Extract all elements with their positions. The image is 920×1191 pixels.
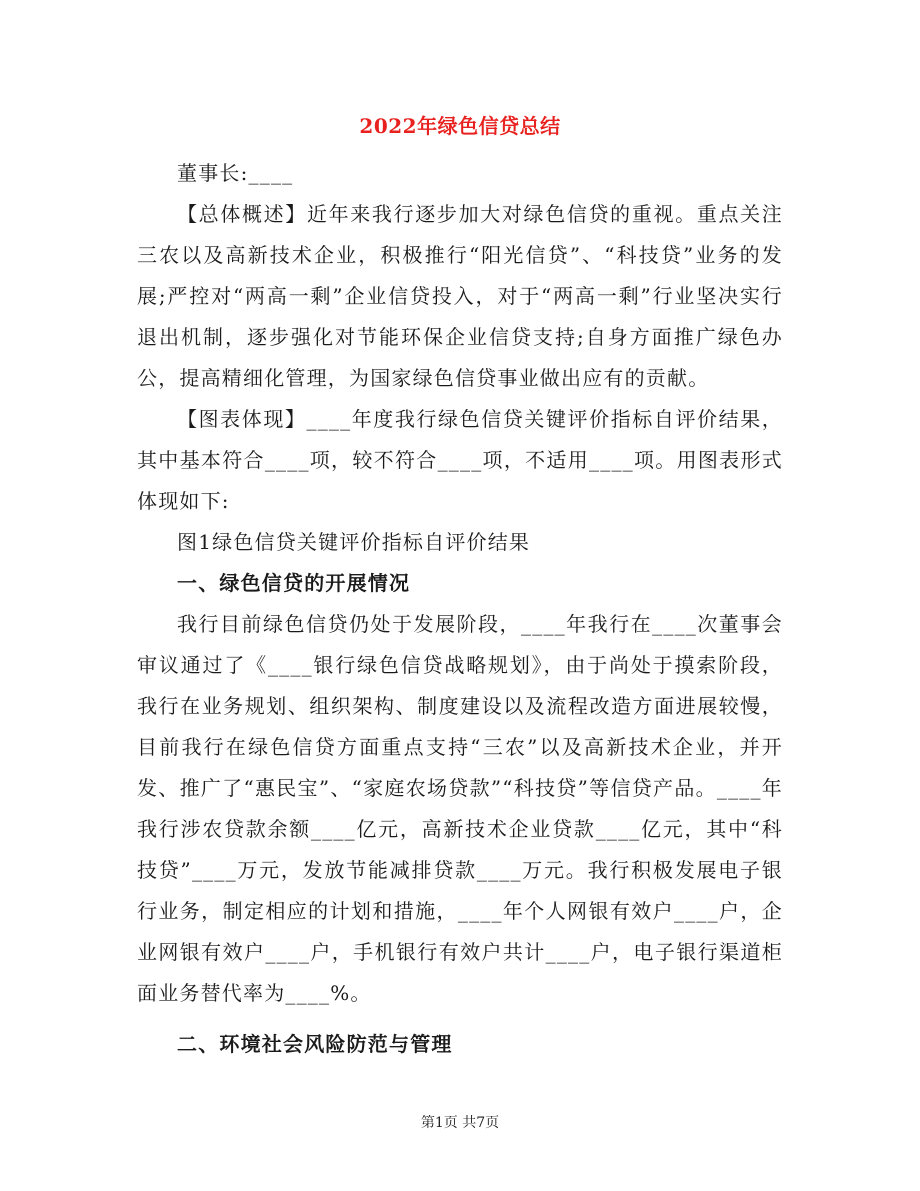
- document-body: [137, 153, 783, 1065]
- section-heading-1: 一、绿色信贷的开展情况: [177, 571, 411, 595]
- figure-caption: 图1绿色信贷关键评价指标自评价结果: [177, 530, 531, 554]
- section-heading-2: 二、环境社会风险防范与管理: [177, 1032, 453, 1056]
- section-1-paragraph: 我行目前绿色信贷仍处于发展阶段，____年我行在____次董事会审议通过了《____银行绿色信贷战略规划》，由于尚处于摸索阶段，我行在业务规划、组织架构、制度建设以及流程改造方面进展较慢，目前我行在绿色信贷方面重点支持“三农”以及高新技术企业，并开发、推广了“惠民宝”、“家庭农场贷款”“科技贷”等信贷产品。____年我行涉农贷款余额____亿元，高新技术企业贷款____亿元，其中“科技贷”____万元，发放节能减排贷款____万元。我行积极发展电子银行业务，制定相应的计划和措施，____年个人网银有效户____户，企业网银有效户____户，手机银行有效户共计____户，电子银行渠道柜面业务替代率为____%。: [137, 612, 783, 1005]
- salutation: 董事长:____: [177, 161, 294, 185]
- document-title: 2022年绿色信贷总结: [359, 114, 561, 138]
- page-footer: 第1页 共7页: [420, 1115, 500, 1131]
- overview-paragraph: 【总体概述】近年来我行逐步加大对绿色信贷的重视。重点关注三农以及高新技术企业，积极推行“阳光信贷”、“科技贷”业务的发展;严控对“两高一剩”企业信贷投入，对于“两高一剩”行业坚决实行退出机制，逐步强化对节能环保企业信贷支持;自身方面推广绿色办公，提高精细化管理，为国家绿色信贷事业做出应有的贡献。: [137, 202, 783, 390]
- chart-paragraph: 【图表体现】____年度我行绿色信贷关键评价指标自评价结果，其中基本符合____项，较不符合____项，不适用____项。用图表形式体现如下:: [137, 407, 783, 513]
